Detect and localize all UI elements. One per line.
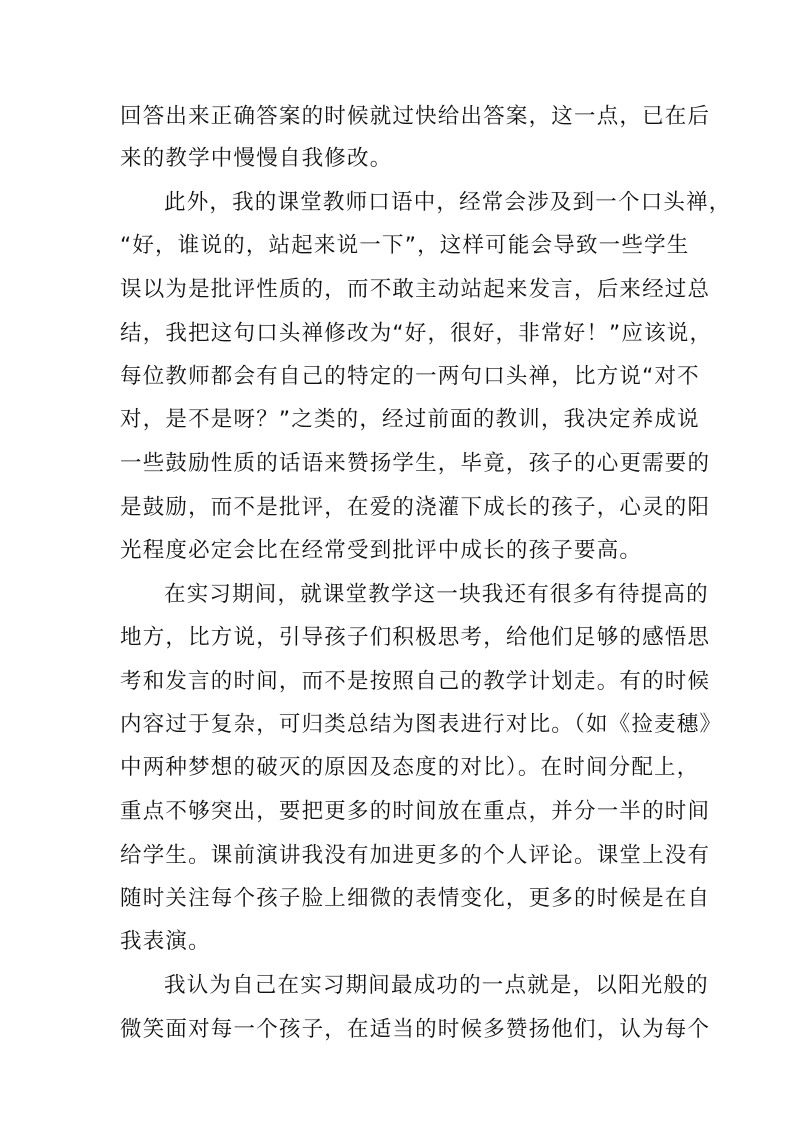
text-line: 结，我把这句口头禅修改为“好，很好，非常好！”应该说，: [120, 321, 713, 346]
text-line: 微笑面对每一个孩子，在适当的时候多赞扬他们，认为每个: [120, 1017, 711, 1042]
text-line: 我表演。: [120, 929, 211, 954]
text-line: 我认为自己在实习期间最成功的一点就是，以阳光般的: [164, 973, 709, 998]
text-line: 光程度必定会比在经常受到批评中成长的孩子要高。: [120, 538, 643, 563]
text-line: 来的教学中慢慢自我修改。: [120, 146, 393, 171]
text-line: 一些鼓励性质的话语来赞扬学生，毕竟，孩子的心更需要的: [120, 451, 711, 476]
text-line: 每位教师都会有自己的特定的一两句口头禅，比方说“对不: [120, 364, 700, 389]
text-line: 中两种梦想的破灭的原因及态度的对比）。在时间分配上，: [120, 755, 700, 780]
text-line: 在实习期间，就课堂教学这一块我还有很多有待提高的: [164, 582, 709, 607]
text-line: 误以为是批评性质的，而不敢主动站起来发言，后来经过总: [120, 277, 711, 302]
text-line: 地方，比方说，引导孩子们积极思考，给他们足够的感悟思: [120, 625, 711, 650]
text-line: “好，谁说的，站起来说一下”，这样可能会导致一些学生: [120, 233, 690, 258]
text-line: 内容过于复杂，可归类总结为图表进行对比。（如《捡麦穗》: [120, 712, 723, 737]
text-line: 给学生。课前演讲我没有加进更多的个人评论。课堂上没有: [120, 843, 711, 868]
text-line: 是鼓励，而不是批评，在爱的浇灌下成长的孩子，心灵的阳: [120, 495, 711, 520]
text-line: 此外，我的课堂教师口语中，经常会涉及到一个口头禅，: [164, 190, 732, 215]
text-line: 重点不够突出，要把更多的时间放在重点，并分一半的时间: [120, 799, 711, 824]
text-line: 对，是不是呀？”之类的，经过前面的教训，我决定养成说: [120, 407, 700, 432]
text-line: 随时关注每个孩子脸上细微的表情变化，更多的时候是在自: [120, 886, 711, 911]
text-line: 考和发言的时间，而不是按照自己的教学计划走。有的时候: [120, 669, 711, 694]
text-line: 回答出来正确答案的时候就过快给出答案，这一点，已在后: [120, 104, 711, 129]
